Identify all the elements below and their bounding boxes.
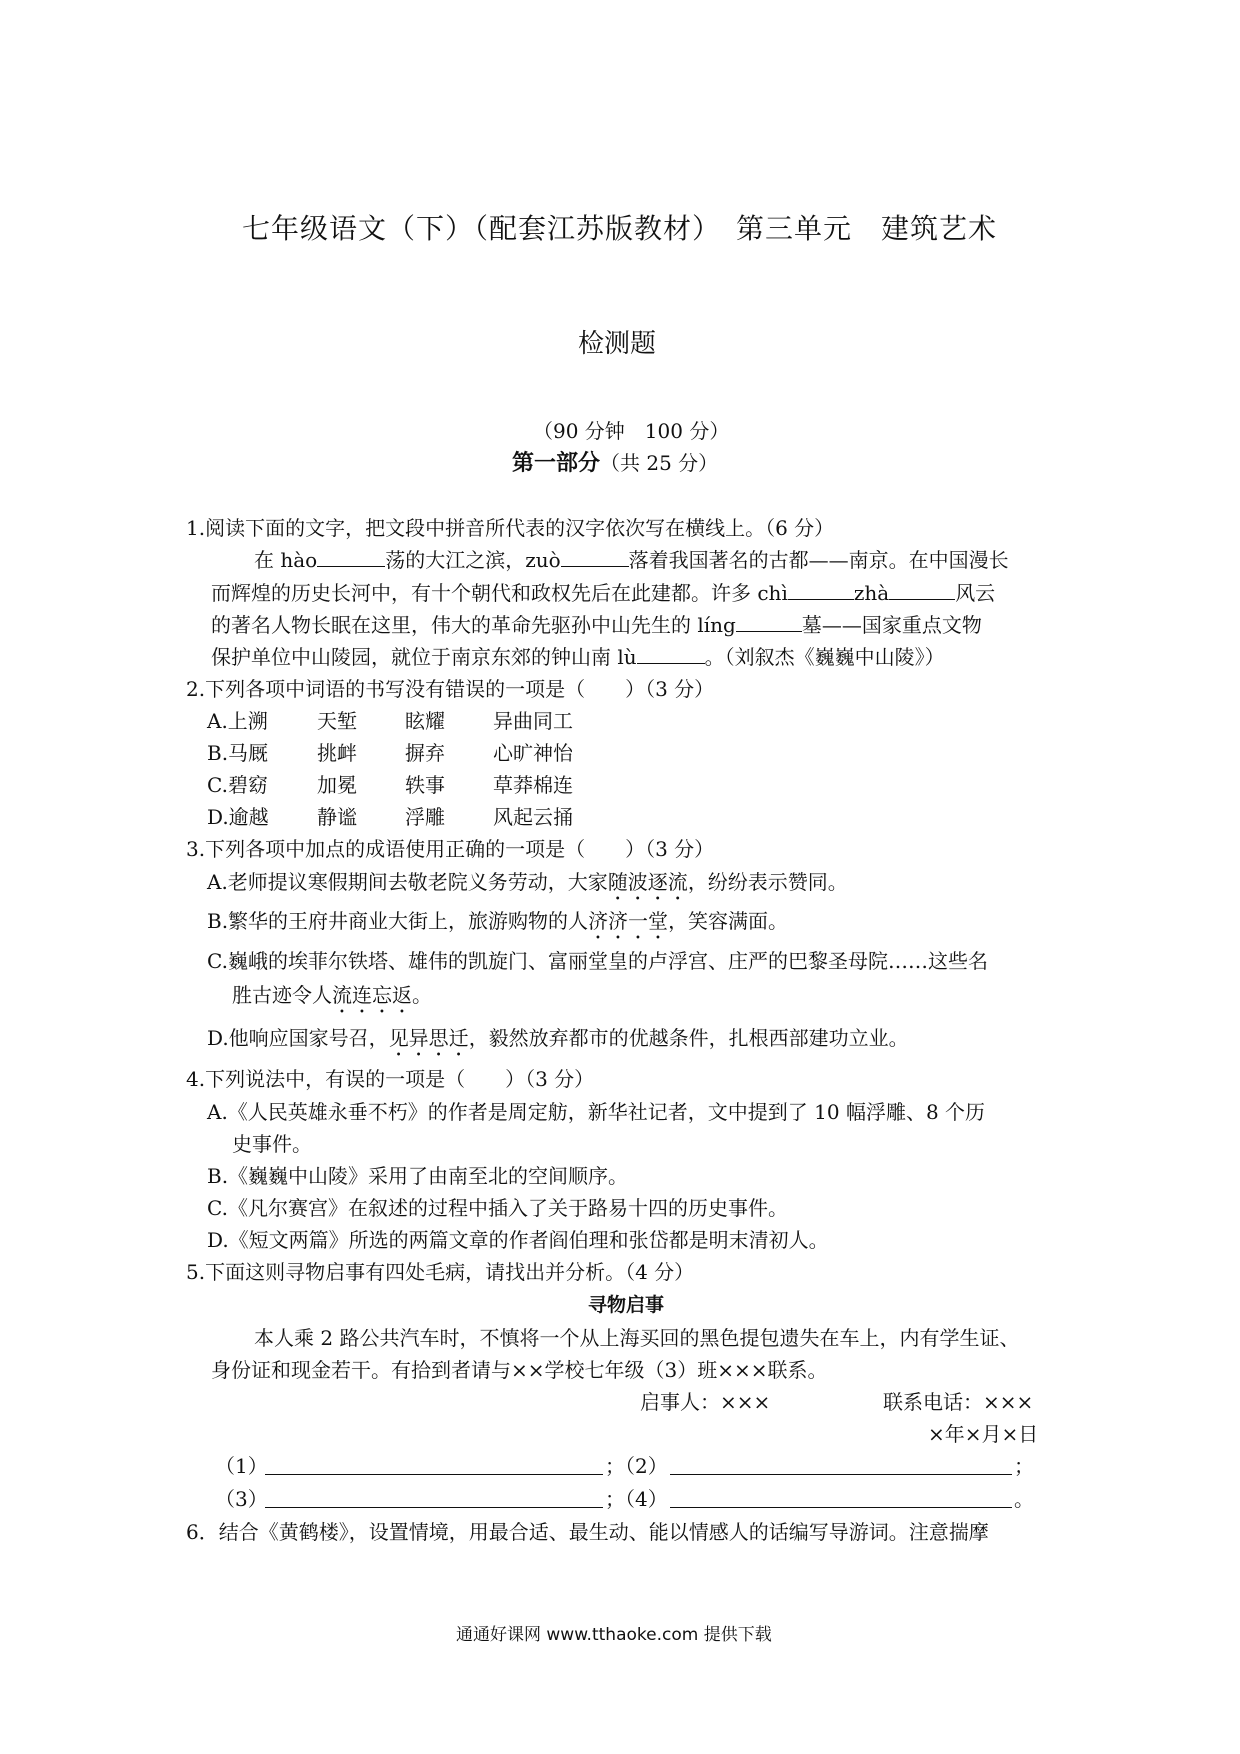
- q2-option-a[interactable]: [207, 706, 573, 736]
- q2-option-c[interactable]: [207, 770, 573, 800]
- q1-blank[interactable]: [889, 581, 955, 600]
- q3-text: ，笑容满面。: [668, 909, 789, 933]
- q1-text: 保护单位中山陵园，就位于南京东郊的钟山南 lù: [211, 645, 637, 669]
- q4-stem: 4.下列说法中，有误的一项是（ ）（3 分）: [186, 1067, 595, 1091]
- q1-blank[interactable]: [788, 581, 854, 600]
- q3-dotted-idiom: 见异思迁: [388, 1026, 469, 1050]
- q1-text: 墓——国家重点文物: [801, 613, 982, 637]
- q4-option-d[interactable]: D.《短文两篇》所选的两篇文章的作者阎伯理和张岱都是明末清初人。: [207, 1228, 829, 1252]
- q5-answer-line-1[interactable]: [265, 1474, 603, 1475]
- notice-phone: 联系电话：×××: [883, 1390, 1034, 1414]
- q2-option-b[interactable]: [207, 738, 573, 768]
- q6-stem: 6．结合《黄鹤楼》，设置情境，用最合适、最生动、能以情感人的话编写导游词。注意揣摩: [186, 1520, 989, 1544]
- q2-word: 草莽棉连: [493, 773, 573, 797]
- q1-blank[interactable]: [736, 613, 802, 632]
- q5-stem: 5.下面这则寻物启事有四处毛病，请找出并分析。（4 分）: [186, 1260, 695, 1284]
- time-score: （90 分钟 100 分）: [533, 419, 730, 443]
- q2-word: A.上溯: [207, 709, 268, 733]
- notice-signer: 启事人：×××: [640, 1390, 771, 1414]
- page-subtitle: 检测题: [578, 329, 657, 359]
- q3-option-d[interactable]: [207, 1023, 909, 1061]
- q3-text: A.老师提议寒假期间去敬老院义务劳动，大家: [207, 870, 608, 894]
- q1-passage-line2: [211, 578, 995, 608]
- q3-text: ，纷纷表示赞同。: [687, 870, 848, 894]
- q3-text: C.巍峨的埃菲尔铁塔、雄伟的凯旋门、富丽堂皇的卢浮宫、庄严的巴黎圣母院……这些名: [207, 949, 988, 973]
- q5-answer-line-3[interactable]: [265, 1507, 603, 1508]
- q2-word: B.马厩: [207, 741, 269, 765]
- q3-dotted-idiom: 流连忘返: [332, 983, 412, 1007]
- page-title: 七年级语文（下）（配套江苏版教材） 第三单元 建筑艺术: [242, 212, 998, 245]
- q1-passage-line3: [211, 610, 982, 640]
- q2-word: 静谧: [317, 805, 357, 829]
- q3-text: B.繁华的王府井商业大街上，旅游购物的人: [207, 909, 589, 933]
- q3-text: ，毅然放弃都市的优越条件，扎根西部建功立业。: [468, 1026, 909, 1050]
- q3-option-b[interactable]: [207, 906, 788, 944]
- q1-blank[interactable]: [317, 548, 385, 567]
- q1-text: 。（刘叙杰《巍巍中山陵》）: [704, 645, 945, 669]
- q5-answer-line-2[interactable]: [670, 1474, 1012, 1475]
- q3-text: 。: [412, 983, 432, 1007]
- q3-option-a[interactable]: [207, 867, 848, 905]
- q2-word: 轶事: [405, 773, 445, 797]
- q1-text: 在 hào: [254, 548, 318, 572]
- q4-option-a[interactable]: [207, 1097, 985, 1159]
- q5-answer-end-4: 。: [1014, 1487, 1034, 1511]
- q2-word: 心旷神怡: [493, 741, 573, 765]
- q1-passage-line1: [254, 545, 1009, 575]
- q1-text: 风云: [955, 581, 996, 605]
- q4-text: A.《人民英雄永垂不朽》的作者是周定舫，新华社记者，文中提到了 10 幅浮雕、8 个历: [207, 1100, 986, 1124]
- q2-word: 天堑: [317, 709, 357, 733]
- q4-option-b[interactable]: B.《巍巍中山陵》采用了由南至北的空间顺序。: [207, 1164, 629, 1188]
- q1-text: 落着我国著名的古都——南京。在中国漫长: [628, 548, 1009, 572]
- q3-option-c-line2: [207, 980, 988, 1018]
- notice-date: ×年×月×日: [928, 1422, 1039, 1446]
- q2-word: 异曲同工: [493, 709, 573, 733]
- notice-body-line2: 身份证和现金若干。有拾到者请与××学校七年级（3）班×××联系。: [211, 1358, 828, 1382]
- q5-answer-label-3: （3）: [215, 1487, 268, 1511]
- q3-dotted-idiom: 随波逐流: [607, 870, 688, 894]
- notice-title: 寻物启事: [588, 1294, 665, 1316]
- q1-text: 而辉煌的历史长河中，有十个朝代和政权先后在此建都。许多 chì: [211, 581, 788, 605]
- part1-score: （共 25 分）: [600, 451, 719, 475]
- q5-answer-end-2: ；: [1014, 1454, 1034, 1478]
- notice-body-line1: 本人乘 2 路公共汽车时，不慎将一个从上海买回的黑色提包遗失在车上，内有学生证、: [254, 1326, 1020, 1350]
- q3-option-c[interactable]: [207, 946, 988, 1018]
- q2-word: 摒弃: [405, 741, 445, 765]
- q2-word: 浮雕: [405, 805, 445, 829]
- q1-blank[interactable]: [637, 645, 705, 664]
- q2-word: 风起云捅: [493, 805, 573, 829]
- q2-word: C.碧窈: [207, 773, 268, 797]
- q4-text: 史事件。: [232, 1132, 312, 1156]
- q1-text: 荡的大江之滨，zuò: [385, 548, 561, 572]
- q5-answer-line-4[interactable]: [670, 1507, 1012, 1508]
- q1-blank[interactable]: [561, 548, 629, 567]
- q1-text: zhà: [853, 581, 890, 605]
- q3-text: 胜古迹令人: [232, 983, 332, 1007]
- q2-option-d[interactable]: [207, 802, 573, 832]
- q2-stem: 2.下列各项中词语的书写没有错误的一项是（ ）（3 分）: [186, 677, 715, 701]
- q3-dotted-idiom: 济济一堂: [588, 909, 669, 933]
- q2-word: 加冕: [317, 773, 357, 797]
- q1-passage-line4: [211, 642, 945, 672]
- part1-heading: [512, 446, 718, 478]
- q2-word: 挑衅: [317, 741, 357, 765]
- part1-title: 第一部分: [512, 451, 601, 476]
- q2-word: 眩耀: [405, 709, 445, 733]
- q5-answer-label-2: ；（2）: [605, 1454, 668, 1478]
- q5-answer-label-4: ；（4）: [605, 1487, 668, 1511]
- q3-stem: 3.下列各项中加点的成语使用正确的一项是（ ）（3 分）: [186, 837, 715, 861]
- q3-text: D.他响应国家号召，: [207, 1026, 389, 1050]
- q5-answer-label-1: （1）: [215, 1454, 268, 1478]
- q1-stem: 1.阅读下面的文字，把文段中拼音所代表的汉字依次写在横线上。（6 分）: [186, 516, 835, 540]
- q4-option-c[interactable]: C.《凡尔赛宫》在叙述的过程中插入了关于路易十四的历史事件。: [207, 1196, 788, 1220]
- footer-source: 通通好课网 www.tthaoke.com 提供下载: [456, 1625, 772, 1645]
- q1-text: 的著名人物长眠在这里，伟大的革命先驱孙中山先生的 líng: [211, 613, 736, 637]
- q2-word: D.逾越: [207, 805, 269, 829]
